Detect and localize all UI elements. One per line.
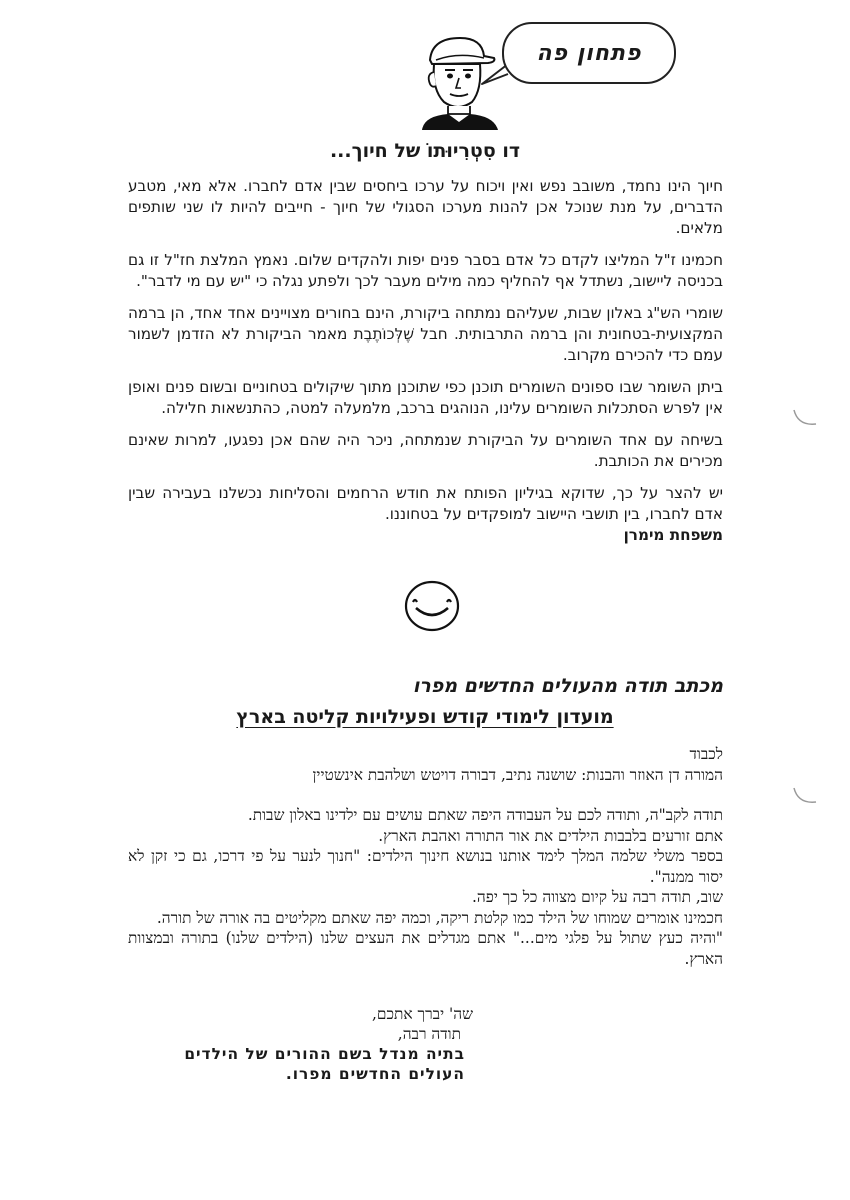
letter-line: חכמינו אומרים שמוחו של הילד כמו קלטת ריקה, וכמה יפה שאתם מקליטים בה אורה של תורה.: [156, 908, 723, 927]
letter-body: [128, 744, 723, 969]
article-title: דו סִטְרִיוּתוֹ של חיוך...: [329, 140, 521, 162]
closing-signer: העולים החדשים מפרו.: [285, 1065, 465, 1083]
speech-bubble: פתחון פה: [502, 22, 676, 84]
article-body: [128, 176, 723, 546]
letter-line: תודה לקב"ה, ותודה לכם על העבודה היפה שאתם עושים עם ילדינו באלון שבות.: [247, 806, 723, 824]
article-paragraph: יש להצר על כך, שדוקא בגיליון הפותח את חודש הרחמים והסליחות נכשלנו בעבירה שבין אדם לחברו, בין תושבי היישוב למופקדים על בטחוננו.: [128, 484, 723, 523]
letter-to: לכבוד: [689, 745, 723, 763]
article-paragraph: חיוך הינו נחמד, משובב נפש ואין ויכוח על ערכו ביחסים שבין אדם לחברו. אלא מאי, מטבע הדברים, על מנת שנוכל אכן להנות מערכו הסגולי של חיוך - חייבים להיות לו שני שותפים מלאים.: [128, 177, 723, 237]
article-paragraph: שומרי הש"ג באלון שבות, שעליהם נמתחה ביקורת, הינם בחורים מצויינים אחד אחד, הן ברמה המקצועית-בטחונית והן ברמה התרבותית. חבל שֶׁלְּכוֹתֶבֶת מאמר הביקורת לא הזדמן לשמור עמם כדי להכירם מקרוב.: [128, 304, 723, 364]
article-signature: משפחת מימרן: [623, 526, 723, 544]
binder-hole-mark: [790, 784, 820, 808]
closing-blessing: שה' יברך אתכם,: [372, 1005, 473, 1023]
smiley-face-icon: [403, 578, 461, 634]
letter-subheading: מועדון לימודי קודש ופעילויות קליטה בארץ: [236, 706, 614, 728]
letter-line: "והיה כעץ שתול על פלגי מים..." אתם מגדלים את העצים שלנו (הילדים שלנו) בתורה ובמצוות הארץ.: [128, 929, 723, 968]
letter-line: אתם זורעים בלבבות הילדים את אור התורה ואהבת הארץ.: [378, 826, 723, 845]
letter-line: שוב, תודה רבה על קיום מצווה כל כך יפה.: [472, 888, 723, 906]
binder-hole-mark: [790, 406, 820, 430]
letter-line: בספר משלי שלמה המלך לימד אותנו בנושא חינוך הילדים: "חנוך לנער על פי דרכו, גם כי זקן לא יסור ממנה".: [128, 847, 723, 886]
letter-heading: מכתב תודה מהעולים החדשים מפרו: [412, 675, 723, 697]
article-paragraph: חכמינו ז"ל המליצו לקדם כל אדם בסבר פנים יפות ולהקדים שלום. נאמץ המלצת חז"ל זו גם בכניסה ליישוב, נשתדל אף להחליף כמה מילים מעבר לכך ולפתע נגלה כי "יש עם מי לדבר".: [128, 251, 723, 290]
article-paragraph: בשיחה עם אחד השומרים על הביקורת שנמתחה, ניכר היה שהם אכן נפגעו, למרות שאינם מכירים את הכותבת.: [128, 431, 723, 470]
closing-signer: בתיה מנדל בשם ההורים של הילדים: [184, 1045, 465, 1063]
letter-closing: [128, 1004, 723, 1084]
article-paragraph: ביתן השומר שבו ספונים השומרים תוכנן כפי שתוכנן מתוך שיקולים בטחוניים ובשום פנים ואופן אין לפרש הסתכלות השומרים עלינו, הנוהגים ברכב, מלמעלה למטה, כהתנשאות חלילה.: [128, 378, 723, 417]
closing-thanks: תודה רבה,: [397, 1025, 461, 1043]
letter-recipients: המורה דן האוזר והבנות: שושנה נתיב, דבורה דויטש ושלהבת אינשטיין: [312, 765, 723, 784]
